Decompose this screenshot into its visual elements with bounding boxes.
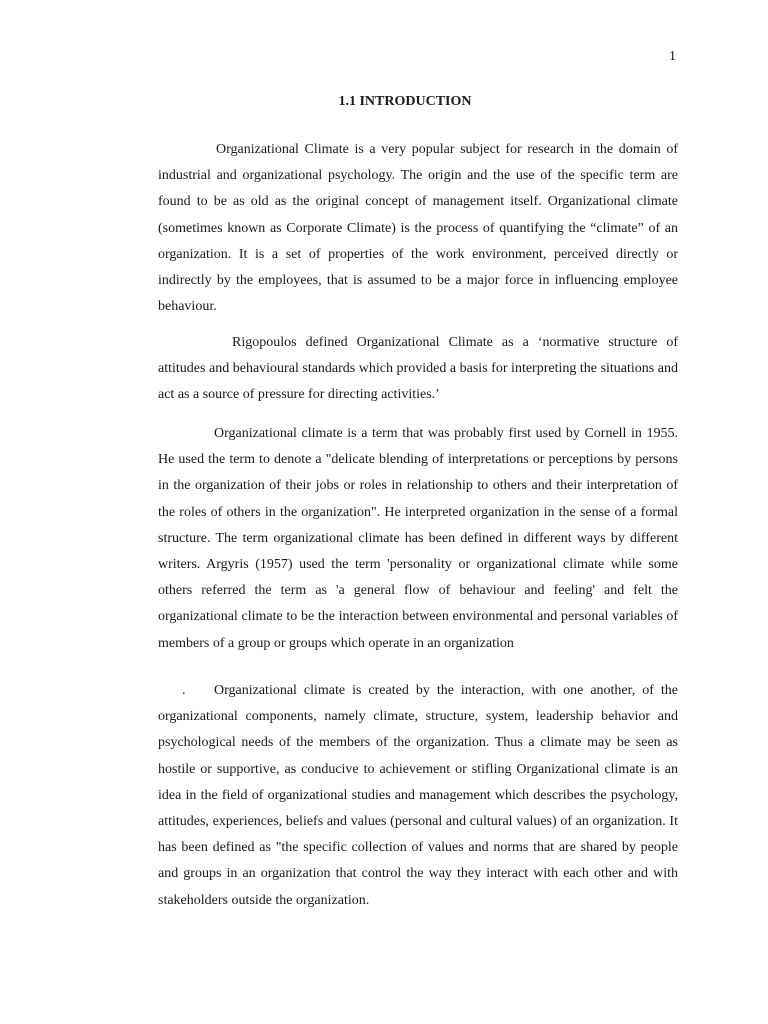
stray-period-mark: . [182, 683, 186, 698]
paragraph-4-text: Organizational climate is created by the interaction, with one another, of the organizational components, namely climate, structure, system, leadership behavior and psychological needs of the members of the organization. Thus a climate may be seen as hostile or supportive, as conducive to achievement or stifling Organizational climate is an idea in the field of organizational studies and management which describes the psychology, attitudes, experiences, beliefs and values (personal and cultural values) of an organization. It has been defined as "the specific collection of values and norms that are shared by people and groups in an organization that control the way they interact with each other and with stakeholders outside the organization. [158, 683, 678, 908]
paragraph-3: Organizational climate is a term that was probably first used by Cornell in 1955. He used the term to denote a "delicate blending of interpretations or perceptions by persons in the organization of their jobs or roles in relationship to others and their interpretation of the roles of others in the organization". He interpreted organization in the sense of a formal structure. The term organizational climate has been defined in different ways by different writers. Argyris (1957) used the term 'personality or organizational climate while some others referred the term as 'a general flow of behaviour and feeling' and felt the organizational climate to be the interaction between environmental and personal variables of members of a group or groups which operate in an organization [158, 426, 678, 651]
section-heading: 1.1 INTRODUCTION [338, 94, 472, 109]
paragraph-4 [158, 678, 678, 914]
page-number: 1 [669, 49, 676, 64]
paragraph-2: Rigopoulos defined Organizational Climate as a ‘normative structure of attitudes and behavioural standards which provided a basis for interpreting the situations and act as a source of pressure for directing activities.’ [158, 335, 678, 403]
paragraph-1: Organizational Climate is a very popular subject for research in the domain of industrial and organizational psychology. The origin and the use of the specific term are found to be as old as the original concept of management itself. Organizational climate (sometimes known as Corporate Climate) is the process of quantifying the “climate” of an organization. It is a set of properties of the work environment, perceived directly or indirectly by the employees, that is assumed to be a major force in influencing employee behaviour. [158, 142, 678, 315]
